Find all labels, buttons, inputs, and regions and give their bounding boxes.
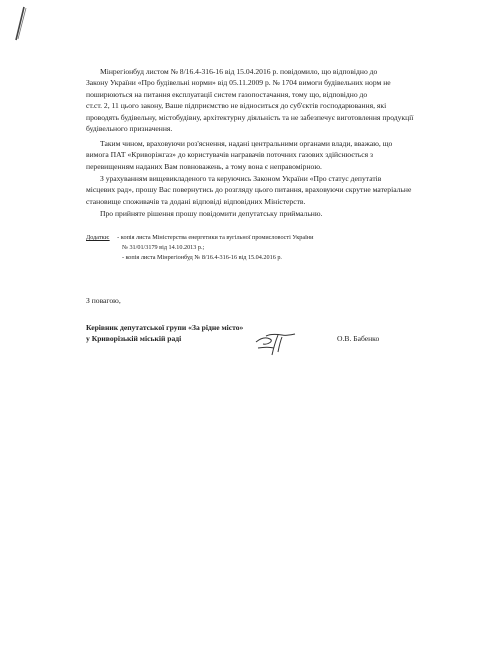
text-line: ст.ст. 2, 11 цього закону, Ваше підприємство не відноситься до суб'єктів господарювання, які bbox=[86, 101, 387, 111]
text-line: Таким чином, враховуючи роз'яснення, надані центральними органами влади, вважаю, що bbox=[100, 139, 393, 148]
text-line: З урахуванням вищевикладеного та керуючись Законом України «Про статус депутатів bbox=[100, 174, 382, 183]
signatory-title bbox=[86, 322, 243, 344]
signatory-title-line-2: у Криворізькій міській раді bbox=[86, 334, 182, 343]
text-line: вимога ПАТ «Криворіжгаз» до користувачів награвачів поточних газових здійснюється з bbox=[86, 150, 374, 160]
text-line: Закону України «Про будівельні норми» від 05.11.2009 р. № 1704 вимоги будівельних норм не bbox=[86, 78, 391, 88]
text-line: Мінрегіонбуд листом № 8/16.4-316-16 від 15.04.2016 р. повідомило, що відповідно до bbox=[100, 67, 378, 76]
paragraph-3 bbox=[86, 173, 442, 207]
text-line: місцевих рад», прошу Вас повернутись до розгляду цього питання, враховуючи скрутне матеріальне bbox=[86, 185, 412, 195]
text-line: Про прийняте рішення прошу повідомити депутатську приймальню. bbox=[100, 209, 323, 218]
text-line: поширюються на питання експлуатації систем газопостачання, тому що, відповідно до bbox=[86, 89, 368, 99]
attachments-label: Додатки: bbox=[86, 234, 110, 241]
attachments-block bbox=[86, 233, 426, 263]
closing-regards: З повагою, bbox=[86, 296, 121, 305]
signatory-name: О.В. Бабенко bbox=[337, 334, 380, 343]
text-line: проводять будівельну, містобудівну, архітектурну діяльність та не забезпечує виготовлення продукції bbox=[86, 112, 414, 122]
paragraph-1 bbox=[86, 66, 442, 134]
corner-slash-mark bbox=[8, 6, 28, 42]
handwritten-signature bbox=[252, 328, 298, 358]
signatory-title-line-1: Керівник депутатської групи «За рідне місто» bbox=[86, 323, 244, 332]
attachment-line: - копія листа Мінрегіонбуд № 8/16.4-316-16 від 15.04.2016 р. bbox=[122, 254, 282, 261]
attachment-line: № 31/01/3179 від 14.10.2013 р.; bbox=[122, 244, 205, 251]
text-line: становище споживачів та додані відповіді відповідних Міністерств. bbox=[86, 196, 306, 206]
text-line: перевищенням наданих Вам повноважень, а тому вона є неправомірною. bbox=[86, 161, 322, 171]
attachment-line: - копія листа Міністерства енергетики та вугільної промисловості України bbox=[117, 234, 314, 241]
text-line: будівельного призначення. bbox=[86, 124, 173, 134]
paragraph-2 bbox=[86, 138, 442, 172]
paragraph-4 bbox=[86, 208, 442, 219]
